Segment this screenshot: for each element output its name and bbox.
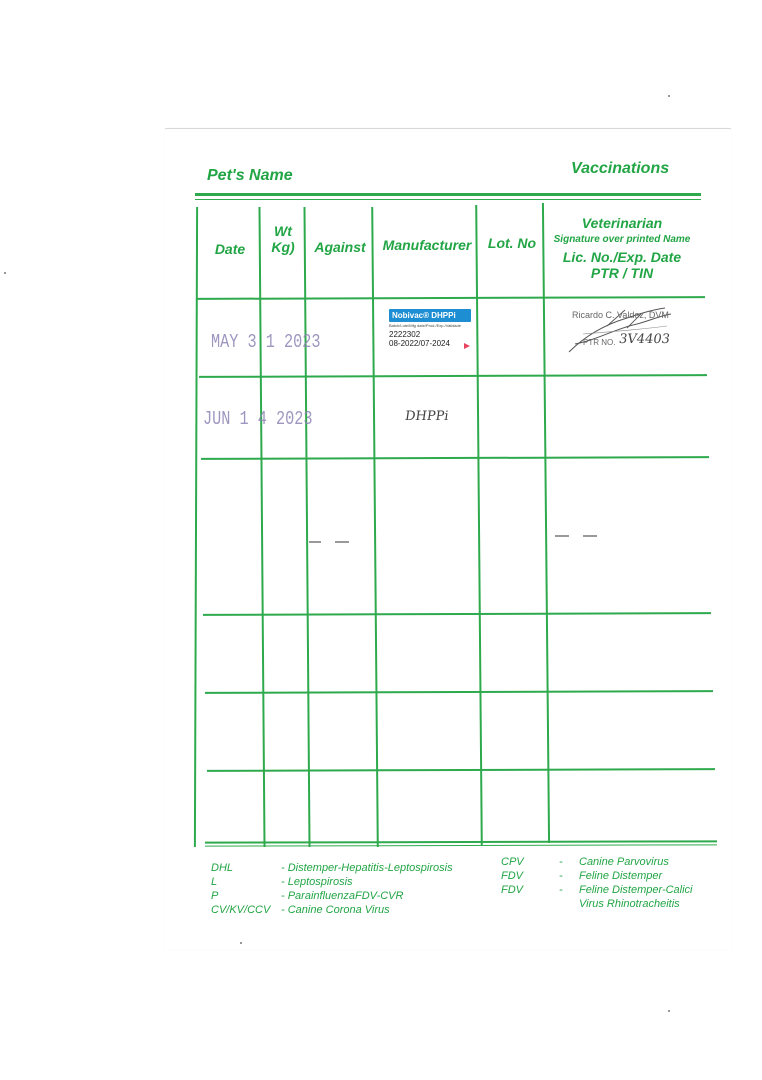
top-rule-thin bbox=[195, 199, 701, 200]
legend-sep: - bbox=[559, 856, 563, 868]
scan-mark bbox=[309, 541, 321, 543]
col-divider-0 bbox=[194, 207, 198, 847]
scan-mark bbox=[335, 541, 349, 543]
legend-desc: Feline Distemper bbox=[579, 870, 663, 882]
scan-speck bbox=[240, 942, 242, 944]
legend-code: CV/KV/CCV bbox=[211, 904, 271, 916]
legend-item bbox=[501, 897, 693, 911]
vaccinations-label: Vaccinations bbox=[571, 160, 670, 177]
vet-printed-name: Ricardo C. Valdez, DVM bbox=[572, 310, 669, 320]
top-rule bbox=[195, 193, 701, 196]
legend-code bbox=[501, 897, 559, 911]
legend-desc: Canine Parvovirus bbox=[579, 856, 669, 868]
vet-line3: Lic. No./Exp. Date bbox=[562, 249, 682, 265]
legend-desc: - Leptospirosis bbox=[281, 876, 353, 888]
col-wt-line1: Wt bbox=[274, 223, 292, 239]
legend-desc: - ParainfluenzaFDV-CVR bbox=[281, 890, 404, 902]
legend-left bbox=[211, 861, 453, 917]
scan-speck bbox=[668, 1010, 670, 1012]
sticker-brand: Nobivac® DHPPi bbox=[389, 309, 471, 322]
legend-desc: Virus Rhinotracheitis bbox=[579, 898, 680, 910]
legend-item bbox=[211, 861, 453, 875]
vaccine-sticker bbox=[389, 309, 471, 355]
col-vet-header bbox=[547, 215, 697, 281]
col-wt-line2: Kg) bbox=[271, 239, 295, 255]
col-divider-1 bbox=[258, 207, 265, 847]
sticker-arrow-icon bbox=[464, 343, 470, 349]
col-date-header: Date bbox=[214, 241, 246, 257]
ptr-label: PTR NO. bbox=[583, 338, 616, 347]
vet-line1: Veterinarian bbox=[581, 215, 663, 231]
ptr-number: 3V4403 bbox=[617, 332, 672, 347]
row-line-2 bbox=[199, 374, 707, 377]
scan-mark bbox=[555, 535, 569, 537]
legend-item bbox=[211, 889, 453, 903]
legend-right bbox=[501, 855, 693, 911]
legend-code: DHL bbox=[211, 862, 234, 874]
col-manufacturer-header: Manufacturer bbox=[382, 237, 472, 253]
col-wt-header bbox=[265, 223, 301, 255]
legend-sep: - bbox=[559, 884, 563, 896]
row-line-5 bbox=[205, 690, 713, 693]
row-line-3 bbox=[201, 456, 709, 459]
col-divider-2 bbox=[303, 207, 310, 847]
bottom-rule bbox=[205, 840, 717, 843]
col-lot-header: Lot. No bbox=[487, 235, 537, 251]
col-against-header: Against bbox=[314, 239, 366, 255]
vet-line4: PTR / TIN bbox=[590, 265, 654, 281]
legend-desc: - Canine Corona Virus bbox=[281, 904, 390, 916]
legend-sep bbox=[559, 897, 579, 911]
legend-item bbox=[211, 875, 453, 889]
legend-code: FDV bbox=[501, 870, 523, 882]
row-line-4 bbox=[203, 612, 711, 615]
legend-item bbox=[501, 869, 693, 883]
vaccination-card bbox=[165, 128, 731, 949]
row-line-1 bbox=[197, 296, 705, 299]
legend-desc: - Distemper-Hepatitis-Leptospirosis bbox=[281, 862, 453, 874]
legend-item bbox=[501, 855, 693, 869]
sticker-small-text: Batch/Lote/Mfg date/Prod./Exp./Validade bbox=[389, 323, 461, 328]
date-stamp-row2: JUN 1 4 2023 bbox=[203, 408, 313, 430]
legend-desc: Feline Distemper-Calici bbox=[579, 884, 693, 896]
row-line-6 bbox=[207, 768, 715, 771]
legend-item bbox=[501, 883, 693, 897]
legend-sep: - bbox=[559, 870, 563, 882]
bottom-rule-thin bbox=[205, 844, 717, 846]
sticker-dates: 08-2022/07-2024 bbox=[389, 339, 450, 348]
vet-line2: Signature over printed Name bbox=[553, 234, 691, 245]
scan-speck bbox=[668, 95, 670, 97]
col-divider-4 bbox=[475, 205, 482, 845]
pets-name-label: Pet's Name bbox=[207, 167, 293, 184]
scan-mark bbox=[583, 535, 597, 537]
date-stamp-row1: MAY 3 1 2023 bbox=[211, 331, 321, 353]
sticker-lot: 2222302 bbox=[389, 330, 421, 339]
legend-code: FDV bbox=[501, 884, 523, 896]
col-divider-5 bbox=[542, 203, 550, 843]
manufacturer-handwritten-row2: DHPPi bbox=[403, 409, 450, 424]
legend-code: P bbox=[211, 890, 219, 902]
legend-code: L bbox=[211, 876, 218, 888]
vet-signature-stamp bbox=[567, 304, 679, 358]
scan-speck bbox=[4, 272, 6, 274]
col-divider-3 bbox=[371, 207, 378, 847]
legend-code: CPV bbox=[501, 856, 524, 868]
legend-item bbox=[211, 903, 453, 917]
